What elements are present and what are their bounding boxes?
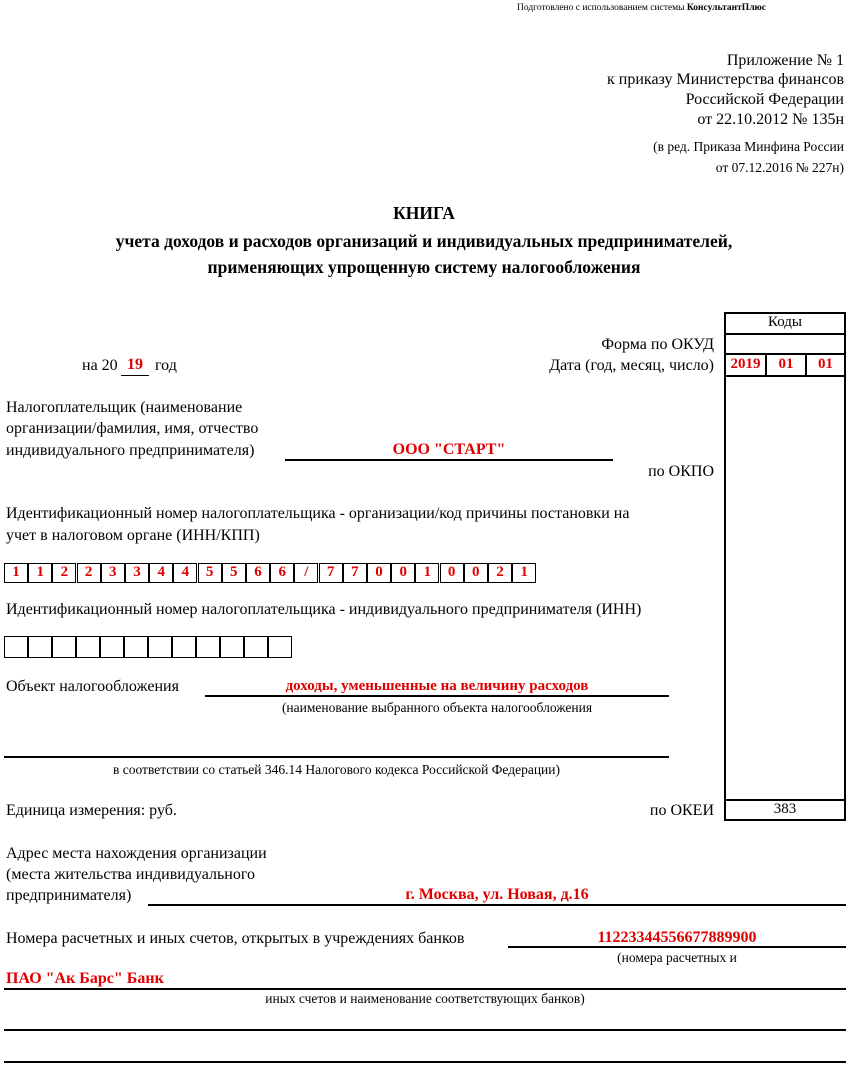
appendix-edit2: от 07.12.2016 № 227н) [715,160,844,175]
appendix-line1: Приложение № 1 [726,52,844,69]
inn-kpp-digit[interactable]: 0 [440,563,464,583]
inn-kpp-digit[interactable]: 1 [415,563,439,583]
inn-ip-digit-box[interactable] [124,636,148,658]
inn-ip-digit-box[interactable] [28,636,52,658]
inn-ip-digit-box[interactable] [196,636,220,658]
unit-label: Единица измерения: руб. [6,802,177,819]
inn-kpp-digit[interactable]: 3 [125,563,149,583]
inn-kpp-digit[interactable]: 1 [512,563,536,583]
okei-label: по ОКЕИ [649,802,714,819]
page-subtitle-2: применяющих упрощенную систему налогообложения [207,257,641,277]
object-value[interactable]: доходы, уменьшенные на величину расходов [285,678,589,694]
accounts-underline [508,946,846,948]
accounts-label: Номера расчетных и иных счетов, открытых в учреждениях банков [6,930,465,947]
appendix-line4: от 22.10.2012 № 135н [697,111,844,128]
accounts-hint-2: иных счетов и наименование соответствующих банков) [265,991,585,1006]
okud-cell[interactable] [724,333,846,355]
inn-ip-digit-box[interactable] [76,636,100,658]
taxpayer-underline [285,459,613,461]
address-label-2: (места жительства индивидуального [6,866,255,883]
inn-kpp-digit[interactable]: 0 [391,563,415,583]
accounts-hint-1: (номера расчетных и [617,950,737,965]
inn-kpp-digit[interactable]: 6 [270,563,294,583]
inn-ip-digit-box[interactable] [172,636,196,658]
taxpayer-label-2: организации/фамилия, имя, отчество [6,420,259,437]
page-subtitle-1: учета доходов и расходов организаций и индивидуальных предпринимателей, [115,231,733,251]
inn-ip-label: Идентификационный номер налогоплательщика - индивидуального предпринимателя (ИНН) [6,601,642,618]
inn-ip-digit-box[interactable] [100,636,124,658]
inn-kpp-digit[interactable]: 2 [77,563,101,583]
date-year: 2019 [730,356,761,372]
prepared-note [517,3,766,13]
address-value[interactable]: г. Москва, ул. Новая, д.16 [405,886,589,903]
object-hint: (наименование выбранного объекта налогообложения [281,700,593,715]
accounts-value[interactable]: 11223344556677889900 [597,929,757,946]
inn-kpp-label-1: Идентификационный номер налогоплательщика - организации/код причины постановки на [6,505,630,522]
date-day: 01 [818,356,833,372]
codes-column [724,312,846,821]
inn-kpp-digit[interactable]: 6 [246,563,270,583]
object-label: Объект налогообложения [6,678,179,695]
inn-kpp-digit[interactable]: / [294,563,318,583]
address-underline [148,904,846,906]
inn-ip-digit-box[interactable] [148,636,172,658]
taxpayer-value[interactable]: ООО "СТАРТ" [392,441,506,458]
page-title: КНИГА [393,203,455,223]
codes-header: Коды [767,314,803,330]
inn-kpp-digit[interactable]: 7 [343,563,367,583]
okpo-label: по ОКПО [648,463,714,480]
inn-ip-digit-box[interactable] [4,636,28,658]
inn-kpp-digit[interactable]: 7 [319,563,343,583]
year-value[interactable]: 19 [127,356,143,373]
address-label-1: Адрес места нахождения организации [6,845,267,862]
inn-kpp-digit[interactable]: 1 [28,563,52,583]
address-label-3: предпринимателя) [6,887,132,904]
appendix-line3: Российской Федерации [685,91,844,108]
inn-ip-digit-box[interactable] [52,636,76,658]
okud-label: Форма по ОКУД [601,336,714,353]
prepared-text: Подготовлено с использованием системы [517,3,687,13]
year-suffix: год [155,357,177,374]
inn-kpp-digit[interactable]: 0 [367,563,391,583]
okei-value: 383 [773,801,797,817]
inn-kpp-digit[interactable]: 4 [149,563,173,583]
inn-kpp-digit[interactable]: 2 [488,563,512,583]
date-month: 01 [778,356,794,372]
object-hint-2: в соответствии со статьей 346.14 Налогового кодекса Российской Федерации) [112,762,561,777]
taxpayer-label-1: Налогоплательщик (наименование [6,399,243,416]
object-underline [205,695,669,697]
inn-kpp-digit[interactable]: 0 [464,563,488,583]
appendix-line2: к приказу Министерства финансов [607,71,844,88]
bank-underline [4,988,846,990]
inn-ip-digit-box[interactable] [244,636,268,658]
inn-kpp-digit[interactable]: 3 [101,563,125,583]
blank-line-1 [4,1029,846,1031]
inn-kpp-digit[interactable]: 2 [52,563,76,583]
bank-name[interactable]: ПАО "Ак Барс" Банк [6,970,164,987]
inn-kpp-digit[interactable]: 5 [198,563,222,583]
inn-ip-digit-box[interactable] [268,636,292,658]
inn-kpp-digit[interactable]: 1 [4,563,28,583]
appendix-edit1: (в ред. Приказа Минфина России [653,139,844,154]
inn-kpp-digit[interactable]: 5 [222,563,246,583]
object-underline-2 [4,756,669,758]
year-prefix: на 20 [82,357,118,374]
blank-line-2 [4,1061,846,1063]
taxpayer-label-3: индивидуального предпринимателя) [6,442,255,459]
inn-kpp-label-2: учет в налоговом органе (ИНН/КПП) [6,527,260,544]
system-name: КонсультантПлюс [686,3,766,13]
inn-ip-digit-box[interactable] [220,636,244,658]
date-label: Дата (год, месяц, число) [549,357,714,374]
inn-kpp-digit[interactable]: 4 [173,563,197,583]
year-underline [121,375,149,376]
